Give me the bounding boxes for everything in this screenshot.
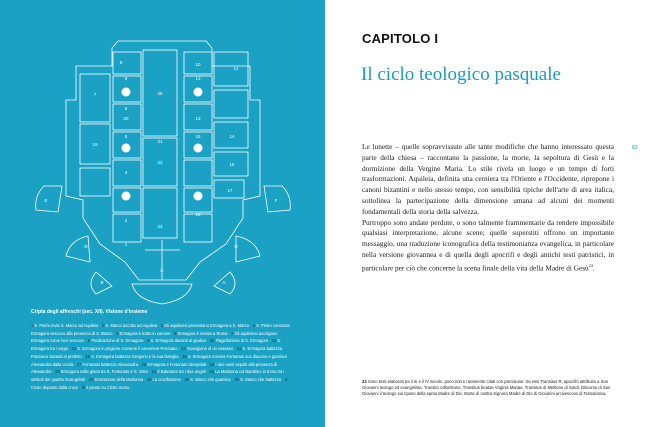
plan-label: C [160, 268, 164, 273]
legend-text: S. Ermagora tra i ceppi · [31, 338, 282, 352]
legend-text: S. Ermagora davanti al giudice · [150, 338, 210, 344]
legend-text: Gli aquileiesi accolgono Ermagora come loro vescovo · [31, 330, 278, 344]
legend-number: 13 [181, 346, 187, 352]
plan-label: 22 [157, 160, 163, 165]
legend-number: 15 [85, 353, 92, 359]
footnote-number: 24 [362, 379, 367, 384]
footnote-text: Sono testi elaborati tra il III e il IV secolo, poco noti e raramente citati con precisione: tra essi Transitus R, apocrifo attribuito a San Giovanni teologo ed evangelista, Transito colbertiano, Transitus beatae Virginis Mariae, Transitus di Melitone di Sardi, Discorso di San Giovanni il teologo sul riposo della santa Madre di Dio, Morte di nostra Signora Madre di Dio di Giovanni arcivescovo di Tessalonica. [362, 379, 611, 396]
legend-text: S. Marco accolto ad Aquileia · [105, 323, 161, 328]
footnote [362, 379, 620, 397]
plan-label: F [274, 198, 278, 203]
plan-label: E [44, 198, 48, 203]
legend-number: 23 [88, 376, 95, 382]
legend-number: 9 [147, 338, 151, 344]
footnote-reference: 24 [588, 262, 593, 268]
legend-item [88, 338, 147, 343]
plan-label: D [84, 244, 88, 249]
plan-label: 23 [157, 224, 163, 229]
legend-text: Ermagora e Fortunato decapitati · [147, 361, 210, 367]
legend-number: 24 [146, 376, 153, 382]
plan-label: 8 [119, 60, 123, 65]
legend-number: 3 [160, 323, 165, 328]
plan-label: 1 [124, 242, 128, 247]
plan-label: 7 [93, 92, 97, 97]
legend-number: 11 [271, 338, 278, 344]
legend-text: Dormizione della Madonna · [94, 376, 147, 382]
legend-text: S. Ermagora battezza Ponziano davanti al prefetto · [31, 346, 283, 359]
legend-item [55, 369, 152, 374]
legend-number: 1 [31, 323, 35, 328]
legend-text: Ermagora è tratto in carcere · [119, 330, 175, 336]
legend-item [181, 346, 237, 351]
plan-label: 15 [195, 134, 201, 139]
page-title: Il ciclo teologico pasquale [361, 64, 561, 85]
legend-text: S. Pietro consacra Ermagora vescovo alla presenza di S. Marco · [31, 323, 290, 336]
legend-text: Cristo deposto dalla croce · [31, 384, 82, 390]
legend-text: Ermagora nella gloria tra S. Fortunato e S. Sisto · [60, 369, 152, 375]
legend-number: 18 [141, 361, 148, 367]
legend-number: 26 [234, 376, 241, 382]
paragraph: Le lunette – quelle sopravvissute alle tante modifiche che hanno interessato questa parte della chiesa – raccontano la passione, la morte, la sepoltura di Gesù e la dormizione della Vergine Maria. Lo stile rivela un luogo e un tempo di forti trasformazioni. Aquileia, definita una cerniera tra l'Oriente e l'Occidente, ripropone i canoni bizantini e nello stesso tempo, con sensibilità tipiche dell'arte di area italica, sottolinea la partecipazione della dimensione umana ad alcuni dei momenti fondamentali della storia della salvezza. [362, 142, 614, 216]
legend-item [31, 323, 102, 328]
legend-number: 2 [102, 323, 106, 328]
legend-text: S. Marco che battezza · [240, 376, 285, 382]
plan-label: 5 [124, 134, 128, 139]
plan-label: 10 [195, 62, 201, 67]
legend-text: S. Ermagora battezza Gregorio e la sua famiglia · [91, 353, 183, 359]
legend-text: S. Ermagora in prigione converte il carceriere Ponziano · [77, 346, 182, 352]
legend-text: Gli aquileiesi presentano Ermagora a S. Marco · [164, 323, 253, 328]
plan-label: 16 [229, 162, 235, 167]
plan-label: 20 [123, 116, 129, 121]
plan-label: 17 [227, 188, 233, 193]
legend-item [89, 377, 147, 382]
plan-label: A [222, 280, 226, 285]
plan-label: U [234, 244, 238, 249]
legend-number: 20 [55, 369, 61, 375]
legend-item [174, 331, 231, 336]
legend-item [184, 377, 234, 382]
plan-label: B [100, 280, 104, 285]
legend-item [234, 377, 284, 382]
legend-number: 12 [71, 346, 78, 352]
legend-text: Ermagora è inviato a Roma · [177, 330, 232, 336]
paragraph-text: Purtroppo sono andate perdute, o sono talmente frammentarie da rendere impossibile qualsiasi interpretazione, alcune scene; quelle superstiti offrono un importante messaggio, una traduzione iconografica della testimonianza evangelica, in particolare nella versione giovannea e di quella degli apocrifi e degli antichi testi patristici, in particolare per ciò che concerne la scena finale della vita della Madre di Gesù [362, 217, 614, 273]
legend-text: Il Salvatore tra i due angeli · [157, 369, 210, 375]
figure-legend [31, 322, 295, 391]
plan-label: 21 [157, 139, 163, 144]
legend-item [152, 369, 210, 374]
legend-number: 21 [151, 369, 158, 375]
legend-number: 4 [252, 323, 257, 328]
plan-label: 18 [195, 212, 201, 217]
plan-label: 11 [233, 66, 239, 71]
legend-item [102, 323, 161, 328]
legend-item [147, 338, 210, 343]
plan-label: 14 [229, 134, 235, 139]
legend-text: S. Marco che guarisce · [190, 376, 235, 382]
legend-number: A [284, 376, 288, 382]
figure-caption: Cripta degli affreschi (sec. XII). Visione d'insieme [31, 309, 148, 315]
legend-number: 10 [209, 338, 216, 344]
paragraph: Purtroppo sono andate perdute, o sono talmente frammentarie da rendere impossibile qualsiasi interpretazione, alcune scene; quelle superstiti offrono un importante messaggio, una traduzione iconografica della testimonianza evangelica, in particolare nella versione giovannea e di quella degli apocrifi e degli antichi testi patristici, in particolare per ciò che concerne la scena finale della vita della Madre di Gesù$^{24}$. [362, 217, 614, 273]
plan-label: 26 [157, 91, 163, 96]
legend-number: 16 [182, 353, 188, 359]
legend-number: 7 [231, 330, 235, 336]
legend-text: S. Ermagora nomina Fortunato suo diacono e guarisce Alessandra dalla cecità · [31, 353, 288, 367]
plan-label: 2 [124, 218, 128, 223]
legend-number: 17 [76, 361, 83, 367]
chapter-heading: CAPITOLO I [362, 31, 439, 46]
legend-item [161, 323, 253, 328]
legend-item [82, 385, 129, 390]
legend-text: S. Pietro invia S. Marco ad Aquileia · [34, 323, 103, 328]
legend-number: B [81, 384, 87, 390]
legend-number: 19 [209, 361, 216, 367]
legend-text: La Madonna col Bambino in trono tra i simboli dei quattro Evangelisti · [31, 369, 285, 382]
legend-number: 5 [116, 330, 120, 336]
legend-number: 8 [87, 338, 92, 344]
legend-item [210, 338, 272, 343]
plan-label: 9 [124, 76, 128, 81]
legend-text: Il pianto su Cristo morto [86, 384, 130, 390]
legend-item [116, 331, 174, 336]
legend-text: Flagellazione di S. Ermagora · [215, 338, 272, 344]
legend-item [85, 354, 182, 359]
legend-item [147, 377, 185, 382]
legend-number: 22 [209, 369, 216, 375]
plan-label: 6 [124, 106, 128, 111]
body-text [362, 142, 614, 274]
legend-text: I due santi sepolti alla presenza di Alessandra · [31, 361, 278, 375]
legend-number: 25 [184, 376, 191, 382]
plan-label: 3 [124, 192, 128, 197]
legend-text: Guarigione di un ossesso · [186, 346, 237, 352]
legend-text: La crocifissione · [152, 376, 185, 382]
legend-text: Predicazione di S. Ermagora · [91, 338, 148, 344]
page-number: 83 [632, 145, 638, 151]
plan-label: 4 [124, 170, 128, 175]
legend-number: 14 [236, 346, 243, 352]
legend-number: 6 [174, 330, 178, 336]
plan-label: 19 [92, 142, 98, 147]
legend-item [72, 346, 182, 351]
plan-label: 13 [195, 116, 201, 121]
plan-label: 12 [195, 76, 201, 81]
legend-item [77, 362, 142, 367]
legend-item [142, 362, 210, 367]
legend-text: Fortunato battezza Alessandra · [82, 361, 142, 367]
